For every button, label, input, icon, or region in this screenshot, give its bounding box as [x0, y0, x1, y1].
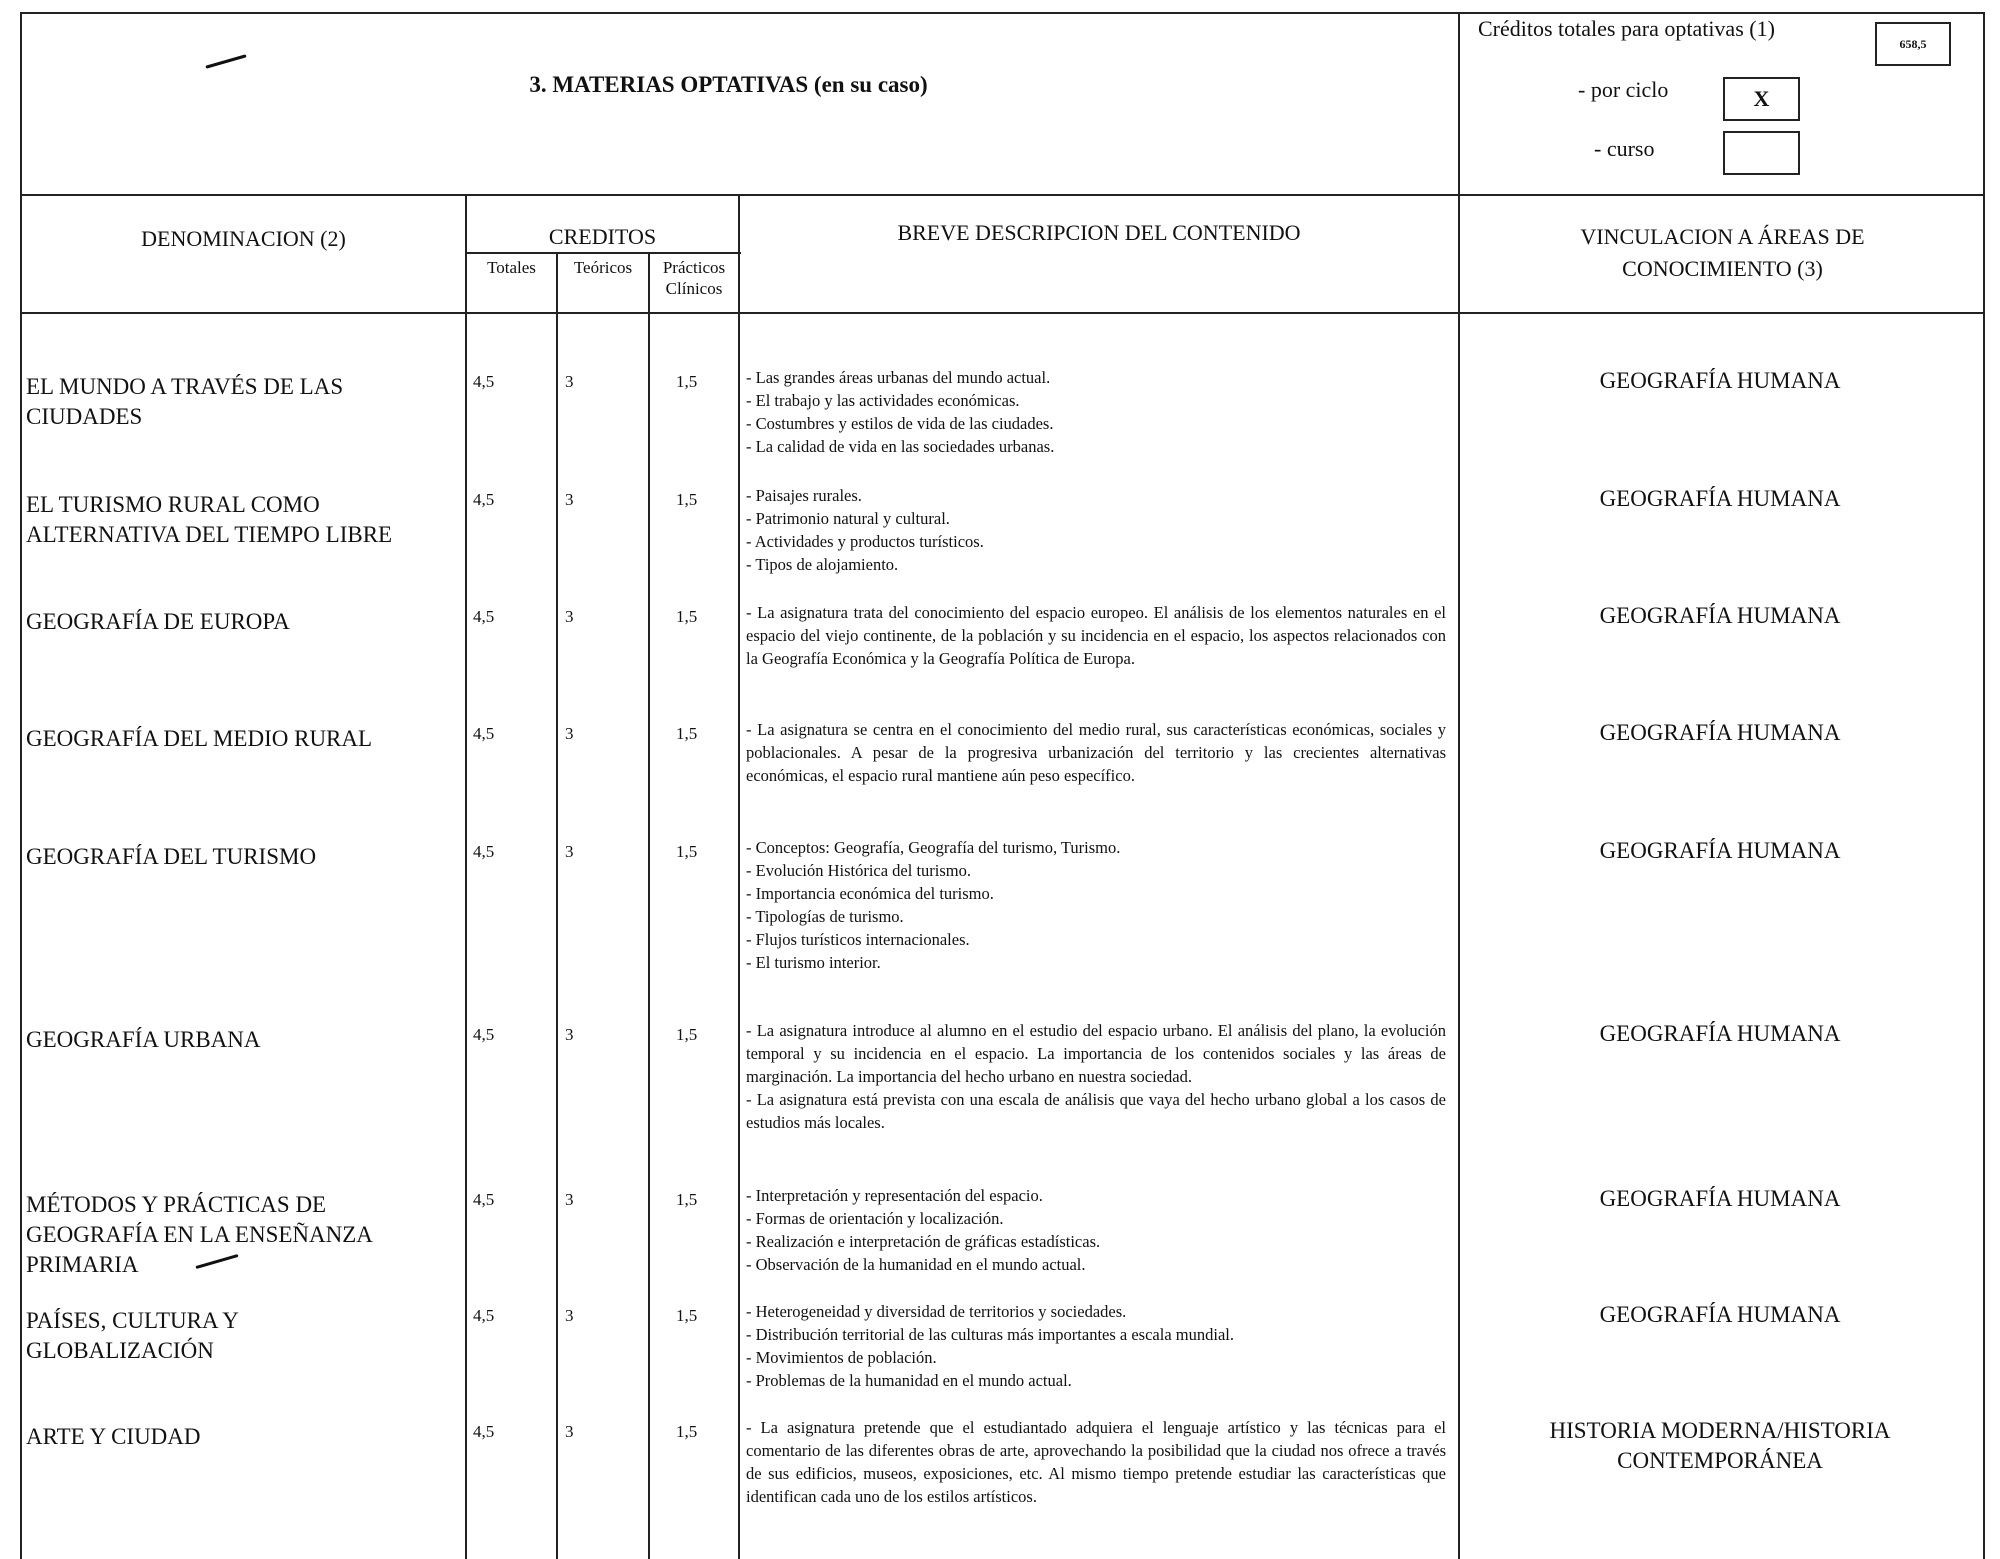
row-description-line: - Distribución territorial de las culturas más importantes a escala mundial.: [746, 1325, 1234, 1344]
row-description-line: - Observación de la humanidad en el mundo actual.: [746, 1255, 1086, 1274]
header-vline: [1458, 12, 1460, 196]
por-ciclo-checkbox: [1723, 77, 1800, 121]
row-description-line: - El trabajo y las actividades económicas.: [746, 391, 1020, 410]
row-teoricos: 3: [565, 372, 574, 391]
row-teoricos: 3: [565, 490, 574, 509]
row-area: [1460, 366, 1980, 396]
row-area: [1460, 836, 1980, 866]
row-practicos: 1,5: [676, 607, 698, 626]
row-totales: 4,5: [473, 1422, 495, 1441]
row-area-line: GEOGRAFÍA HUMANA: [1599, 368, 1841, 393]
row-name-line: ARTE Y CIUDAD: [26, 1424, 201, 1449]
row-description-line: - Actividades y productos turísticos.: [746, 532, 984, 551]
col-line-2: [556, 252, 558, 1559]
row-name-line: MÉTODOS Y PRÁCTICAS DE: [26, 1192, 327, 1217]
row-teoricos: 3: [565, 1306, 574, 1325]
col-practicos: [650, 257, 738, 299]
row-name-line: PRIMARIA: [26, 1252, 139, 1277]
row-teoricos: 3: [565, 1422, 574, 1441]
row-practicos: 1,5: [676, 1025, 698, 1044]
row-area: [1460, 718, 1980, 748]
row-name: [26, 607, 446, 637]
row-name-line: PAÍSES, CULTURA Y: [26, 1308, 239, 1333]
row-area-line: GEOGRAFÍA HUMANA: [1599, 603, 1841, 628]
col-practicos-line2: Clínicos: [665, 279, 723, 298]
row-totales: 4,5: [473, 1306, 495, 1325]
row-description-line: - Las grandes áreas urbanas del mundo actual.: [746, 368, 1051, 387]
row-name-line: GEOGRAFÍA DE EUROPA: [26, 609, 290, 634]
col-vinculacion-line2: CONOCIMIENTO (3): [1622, 256, 1823, 281]
row-name: [26, 1422, 446, 1452]
row-name-line: GEOGRAFÍA EN LA ENSEÑANZA: [26, 1222, 373, 1247]
curso-checkbox: [1723, 131, 1800, 175]
col-teoricos: Teóricos: [573, 258, 633, 277]
row-totales: 4,5: [473, 1190, 495, 1209]
row-name-line: GLOBALIZACIÓN: [26, 1338, 214, 1363]
row-description: [746, 1019, 1446, 1134]
row-name: [26, 1025, 446, 1055]
row-name-line: GEOGRAFÍA DEL TURISMO: [26, 844, 317, 869]
col-descripcion: BREVE DESCRIPCION DEL CONTENIDO: [897, 220, 1301, 245]
row-description-line: - La asignatura está prevista con una escala de análisis que vaya del hecho urbano global a los casos de estudios más locales.: [746, 1090, 1446, 1132]
col-line-1: [465, 194, 467, 1559]
row-teoricos: 3: [565, 607, 574, 626]
row-description-line: - La asignatura trata del conocimiento del espacio europeo. El análisis de los elementos naturales en el espacio del viejo continente, de la población y su incidencia en el espacio, los aspectos relacionados con la Geografía Económica y la Geografía Política de Europa.: [746, 603, 1446, 668]
row-name-line: CIUDADES: [26, 404, 143, 429]
row-name: [26, 842, 446, 872]
row-area-line: GEOGRAFÍA HUMANA: [1599, 1021, 1841, 1046]
row-name-line: EL MUNDO A TRAVÉS DE LAS: [26, 374, 344, 399]
row-practicos: 1,5: [676, 1190, 698, 1209]
row-description-line: - Tipos de alojamiento.: [746, 555, 899, 574]
row-totales: 4,5: [473, 1025, 495, 1044]
row-name: [26, 724, 446, 754]
row-description: [746, 1416, 1446, 1508]
row-description-line: - Conceptos: Geografía, Geografía del turismo, Turismo.: [746, 838, 1121, 857]
row-practicos: 1,5: [676, 490, 698, 509]
row-name: [26, 372, 446, 432]
row-description: [746, 366, 1446, 458]
row-practicos: 1,5: [676, 724, 698, 743]
row-totales: 4,5: [473, 842, 495, 861]
row-description-line: - Interpretación y representación del espacio.: [746, 1186, 1043, 1205]
row-area: [1460, 1184, 1980, 1214]
col-line-3: [648, 252, 650, 1559]
row-teoricos: 3: [565, 1025, 574, 1044]
row-description-line: - Flujos turísticos internacionales.: [746, 930, 970, 949]
row-area-line: GEOGRAFÍA HUMANA: [1599, 838, 1841, 863]
col-line-5: [1458, 194, 1460, 1559]
header-divider: [20, 194, 1985, 196]
col-practicos-line1: Prácticos: [662, 258, 726, 277]
row-area-line: GEOGRAFÍA HUMANA: [1599, 486, 1841, 511]
row-description-line: - Patrimonio natural y cultural.: [746, 509, 950, 528]
row-totales: 4,5: [473, 490, 495, 509]
row-description-line: - Paisajes rurales.: [746, 486, 862, 505]
por-ciclo-mark: X: [1753, 86, 1770, 111]
row-area-line: GEOGRAFÍA HUMANA: [1599, 1302, 1841, 1327]
row-teoricos: 3: [565, 842, 574, 861]
row-description-line: - La calidad de vida en las sociedades urbanas.: [746, 437, 1055, 456]
creditos-divider: [467, 252, 741, 254]
col-totales: Totales: [487, 258, 536, 277]
row-area: [1460, 484, 1980, 514]
total-credits-label: Créditos totales para optativas (1): [1478, 16, 1775, 41]
row-description-line: - La asignatura introduce al alumno en el estudio del espacio urbano. El análisis del plano, la evolución temporal y su incidencia en el espacio. La importancia de los contenidos sociales y las áreas de marginación. La importancia del hecho urbano en nuestra sociedad.: [746, 1021, 1446, 1086]
row-name: [26, 1190, 446, 1280]
col-vinculacion-line1: VINCULACION A ÁREAS DE: [1580, 224, 1865, 249]
row-totales: 4,5: [473, 724, 495, 743]
row-practicos: 1,5: [676, 842, 698, 861]
row-description-line: - Costumbres y estilos de vida de las ciudades.: [746, 414, 1054, 433]
row-area-line: GEOGRAFÍA HUMANA: [1599, 1186, 1841, 1211]
row-description-line: - Importancia económica del turismo.: [746, 884, 994, 903]
row-description: [746, 718, 1446, 787]
row-description: [746, 836, 1446, 974]
col-vinculacion: [1460, 221, 1985, 285]
row-totales: 4,5: [473, 607, 495, 626]
row-area-line: HISTORIA MODERNA/HISTORIA: [1549, 1418, 1891, 1443]
row-name-line: EL TURISMO RURAL COMO: [26, 492, 320, 517]
col-line-4: [738, 194, 740, 1559]
columns-divider: [20, 312, 1985, 314]
row-teoricos: 3: [565, 1190, 574, 1209]
por-ciclo-label: - por ciclo: [1578, 77, 1669, 102]
row-description: [746, 484, 1446, 576]
row-practicos: 1,5: [676, 1306, 698, 1325]
row-description-line: - Realización e interpretación de gráficas estadísticas.: [746, 1232, 1101, 1251]
row-area-line: GEOGRAFÍA HUMANA: [1599, 720, 1841, 745]
row-area: [1460, 1019, 1980, 1049]
row-description-line: - La asignatura se centra en el conocimiento del medio rural, sus características económicas, sociales y poblacionales. A pesar de la progresiva urbanización del territorio y las crecientes alternativas económicas, el espacio rural mantiene aún peso específico.: [746, 720, 1446, 785]
row-name-line: GEOGRAFÍA DEL MEDIO RURAL: [26, 726, 373, 751]
row-description-line: - Problemas de la humanidad en el mundo actual.: [746, 1371, 1072, 1390]
row-teoricos: 3: [565, 724, 574, 743]
row-description-line: - Heterogeneidad y diversidad de territorios y sociedades.: [746, 1302, 1127, 1321]
row-practicos: 1,5: [676, 1422, 698, 1441]
curso-label: - curso: [1594, 136, 1655, 161]
page-title: 3. MATERIAS OPTATIVAS (en su caso): [529, 72, 928, 97]
total-credits-box: [1875, 22, 1951, 66]
row-totales: 4,5: [473, 372, 495, 391]
row-name-line: ALTERNATIVA DEL TIEMPO LIBRE: [26, 522, 393, 547]
row-area-line: CONTEMPORÁNEA: [1617, 1448, 1823, 1473]
row-description-line: - El turismo interior.: [746, 953, 881, 972]
row-description: [746, 1300, 1446, 1392]
row-description-line: - La asignatura pretende que el estudiantado adquiera el lenguaje artístico y las técnicas para el comentario de las diferentes obras de arte, aprovechando la posibilidad que la ciudad nos ofrece a través de sus edificios, museos, exposiciones, etc. Al mismo tiempo pretende estudiar las características que identifican cada uno de los estilos artísticos.: [746, 1418, 1446, 1506]
row-description: [746, 1184, 1446, 1276]
row-description: [746, 601, 1446, 670]
row-area: [1460, 1416, 1980, 1476]
row-area: [1460, 1300, 1980, 1330]
row-description-line: - Formas de orientación y localización.: [746, 1209, 1004, 1228]
row-description-line: - Movimientos de población.: [746, 1348, 937, 1367]
row-practicos: 1,5: [676, 372, 698, 391]
row-name-line: GEOGRAFÍA URBANA: [26, 1027, 261, 1052]
row-description-line: - Tipologías de turismo.: [746, 907, 904, 926]
total-credits-value: 658,5: [1899, 36, 1927, 51]
col-creditos: CREDITOS: [548, 224, 657, 249]
row-description-line: - Evolución Histórica del turismo.: [746, 861, 971, 880]
row-name: [26, 1306, 446, 1366]
row-area: [1460, 601, 1980, 631]
col-denominacion: DENOMINACION (2): [141, 226, 346, 251]
row-name: [26, 490, 446, 550]
